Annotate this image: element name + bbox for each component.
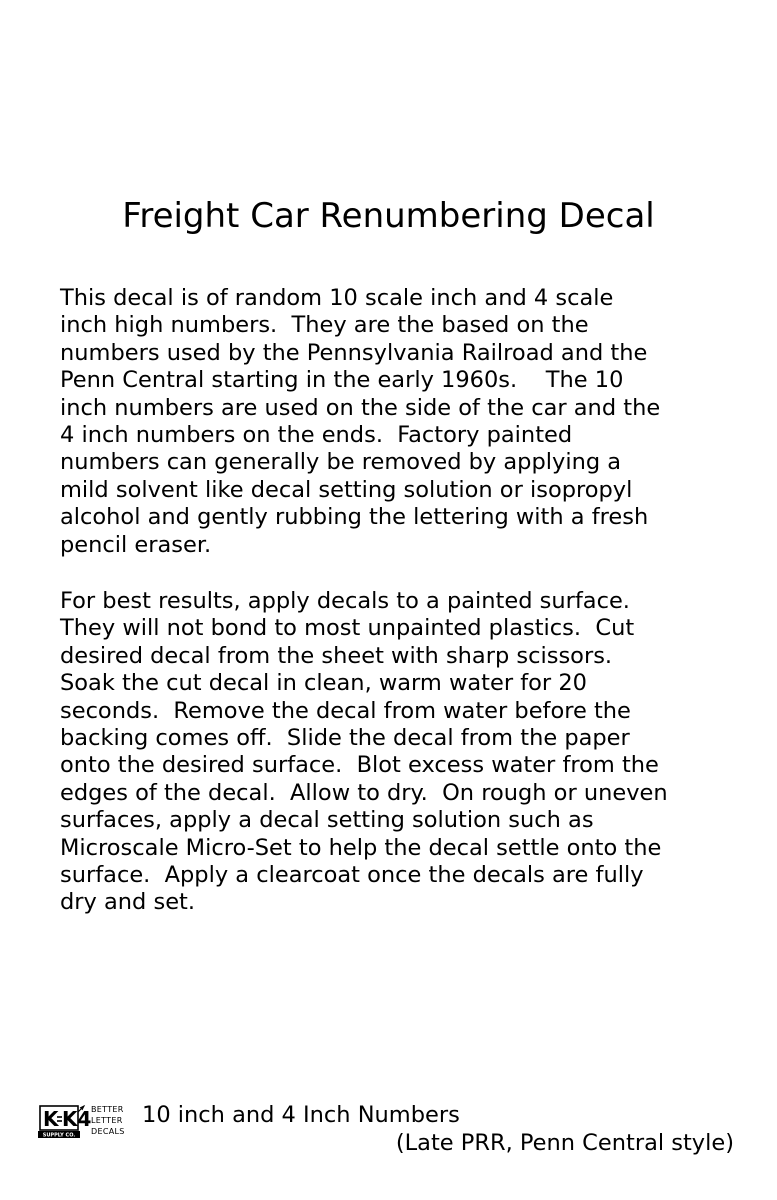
description-paragraph [60,285,710,559]
page-title: Freight Car Renumbering Decal [122,196,655,236]
product-subtitle: 10 inch and 4 Inch Numbers [142,1102,460,1128]
text-line: edges of the decal. Allow to dry. On rough or uneven [60,779,668,806]
text-line: backing comes off. Slide the decal from the paper [60,725,630,752]
text-line: 4 inch numbers on the ends. Factory painted [60,422,573,449]
tagline-word: LETTER [91,1116,123,1125]
text-line: Microscale Micro-Set to help the decal settle onto the [60,834,662,861]
text-line: surfaces, apply a decal setting solution such as [60,807,594,834]
logo-sub-text: SUPPLY CO. [42,1132,76,1139]
tagline-word: BETTER [91,1105,124,1114]
svg-text:K: K [43,1107,59,1131]
text-line: dry and set. [60,889,196,916]
text-line: Penn Central starting in the early 1960s. The 10 [60,367,624,394]
text-line: inch numbers are used on the side of the car and the [60,394,661,421]
product-style-note: (Late PRR, Penn Central style) [395,1130,734,1156]
instructions-paragraph [60,588,710,917]
logo-mark-text: K4 [62,1107,92,1131]
text-line: numbers can generally be removed by applying a [60,449,622,476]
tagline-word: DECALS [91,1127,125,1136]
text-line: pencil eraser. [60,531,212,558]
k4-logo-icon [36,1104,92,1140]
logo-tagline [91,1104,125,1137]
text-line: For best results, apply decals to a painted surface. [60,588,630,614]
brand-logo [36,1104,128,1144]
text-line: seconds. Remove the decal from water before the [60,697,631,724]
text-line: They will not bond to most unpainted plastics. Cut [60,615,635,642]
text-line: inch high numbers. They are the based on the [60,312,589,339]
text-line: This decal is of random 10 scale inch and 4 scale [60,285,614,311]
text-line: onto the desired surface. Blot excess water from the [60,752,659,779]
text-line: Soak the cut decal in clean, warm water for 20 [60,670,587,697]
text-line: surface. Apply a clearcoat once the decals are fully [60,862,644,889]
text-line: desired decal from the sheet with sharp scissors. [60,642,613,669]
text-line: numbers used by the Pennsylvania Railroad and the [60,339,648,366]
text-line: mild solvent like decal setting solution or isopropyl [60,476,633,503]
text-line: alcohol and gently rubbing the lettering with a fresh [60,504,649,531]
